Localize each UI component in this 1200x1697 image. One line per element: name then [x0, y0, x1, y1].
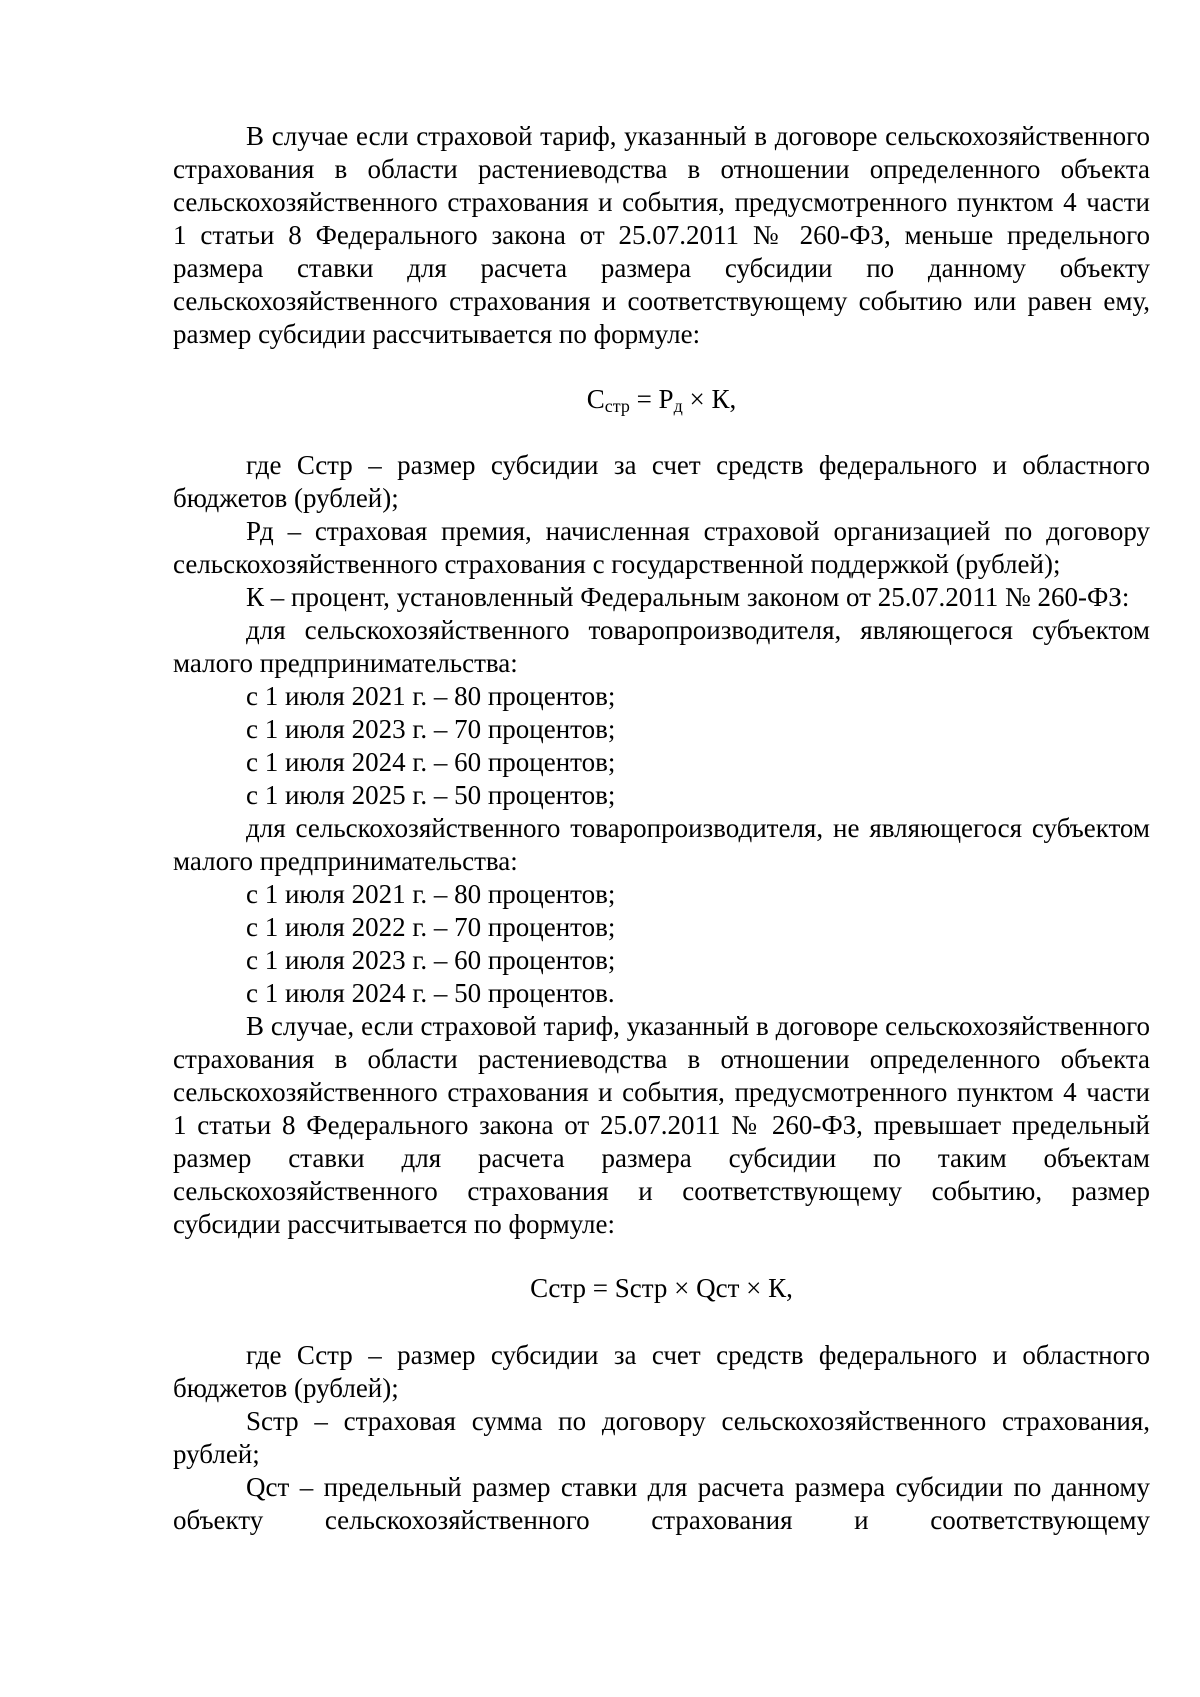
formula-tail: × К, — [682, 384, 737, 414]
formula-equals-p: = Р — [629, 384, 674, 414]
non-small-business-intro: для сельскохозяйственного товаропроизводителя, не являющегося субъектом малого предпринимательства: — [173, 813, 1150, 876]
formula-symbol-c: С — [586, 384, 605, 414]
list-item: с 1 июля 2023 г. – 60 процентов; — [246, 945, 616, 975]
list-item: с 1 июля 2021 г. – 80 процентов; — [246, 879, 616, 909]
paragraph-case-below-limit: В случае если страховой тариф, указанный в договоре сельскохозяйственного страхования в области растениеводства в отношении определенного объекта сельскохозяйственного страхования и события, предусмотренного пунктом 4 части 1 статьи 8 Федерального закона от 25.07.2011 № 260-ФЗ, меньше предельного размера ставки для расчета размера субсидии по данному объекту сельскохозяйственного страхования и соответствующему событию или равен ему, размер субсидии рассчитывается по формуле: — [173, 121, 1150, 349]
definition-cstr: где Сстр – размер субсидии за счет средств федерального и областного бюджетов (рублей); — [173, 450, 1150, 513]
formula-sub-d: д — [673, 396, 683, 416]
list-item: с 1 июля 2021 г. – 80 процентов; — [246, 681, 616, 711]
list-item: с 1 июля 2025 г. – 50 процентов; — [246, 780, 616, 810]
list-item: с 1 июля 2024 г. – 50 процентов. — [246, 978, 615, 1008]
formula-subsidy-premium — [173, 383, 1150, 416]
document-page — [173, 120, 1150, 1537]
paragraph-case-above-limit: В случае, если страховой тариф, указанный в договоре сельскохозяйственного страхования в области растениеводства в отношении определенного объекта сельскохозяйственного страхования и события, предусмотренного пунктом 4 части 1 статьи 8 Федерального закона от 25.07.2011 № 260-ФЗ, превышает предельный размер ставки для расчета размера субсидии по таким объектам сельскохозяйственного страхования и соответствующему событию, размер субсидии рассчитывается по формуле: — [173, 1011, 1150, 1239]
formula-sub-str: стр — [604, 396, 630, 416]
definition-qst: Qст – предельный размер ставки для расчета размера субсидии по данному объекту сельскохозяйственного страхования и соответствующему — [173, 1472, 1150, 1535]
list-item: с 1 июля 2024 г. – 60 процентов; — [246, 747, 616, 777]
definition-sstr: Sстр – страховая сумма по договору сельскохозяйственного страхования, рублей; — [173, 1406, 1150, 1469]
list-item: с 1 июля 2023 г. – 70 процентов; — [246, 714, 616, 744]
definition-k: К – процент, установленный Федеральным законом от 25.07.2011 № 260-ФЗ: — [246, 582, 1130, 612]
formula-subsidy-sum: Сстр = Sстр × Qст × К, — [530, 1273, 793, 1303]
list-item: с 1 июля 2022 г. – 70 процентов; — [246, 912, 616, 942]
definition-rd: Рд – страховая премия, начисленная страховой организацией по договору сельскохозяйственного страхования с государственной поддержкой (рублей); — [173, 516, 1150, 579]
definition-cstr: где Сстр – размер субсидии за счет средств федерального и областного бюджетов (рублей); — [173, 1340, 1150, 1403]
small-business-intro: для сельскохозяйственного товаропроизводителя, являющегося субъектом малого предпринимательства: — [173, 615, 1150, 678]
